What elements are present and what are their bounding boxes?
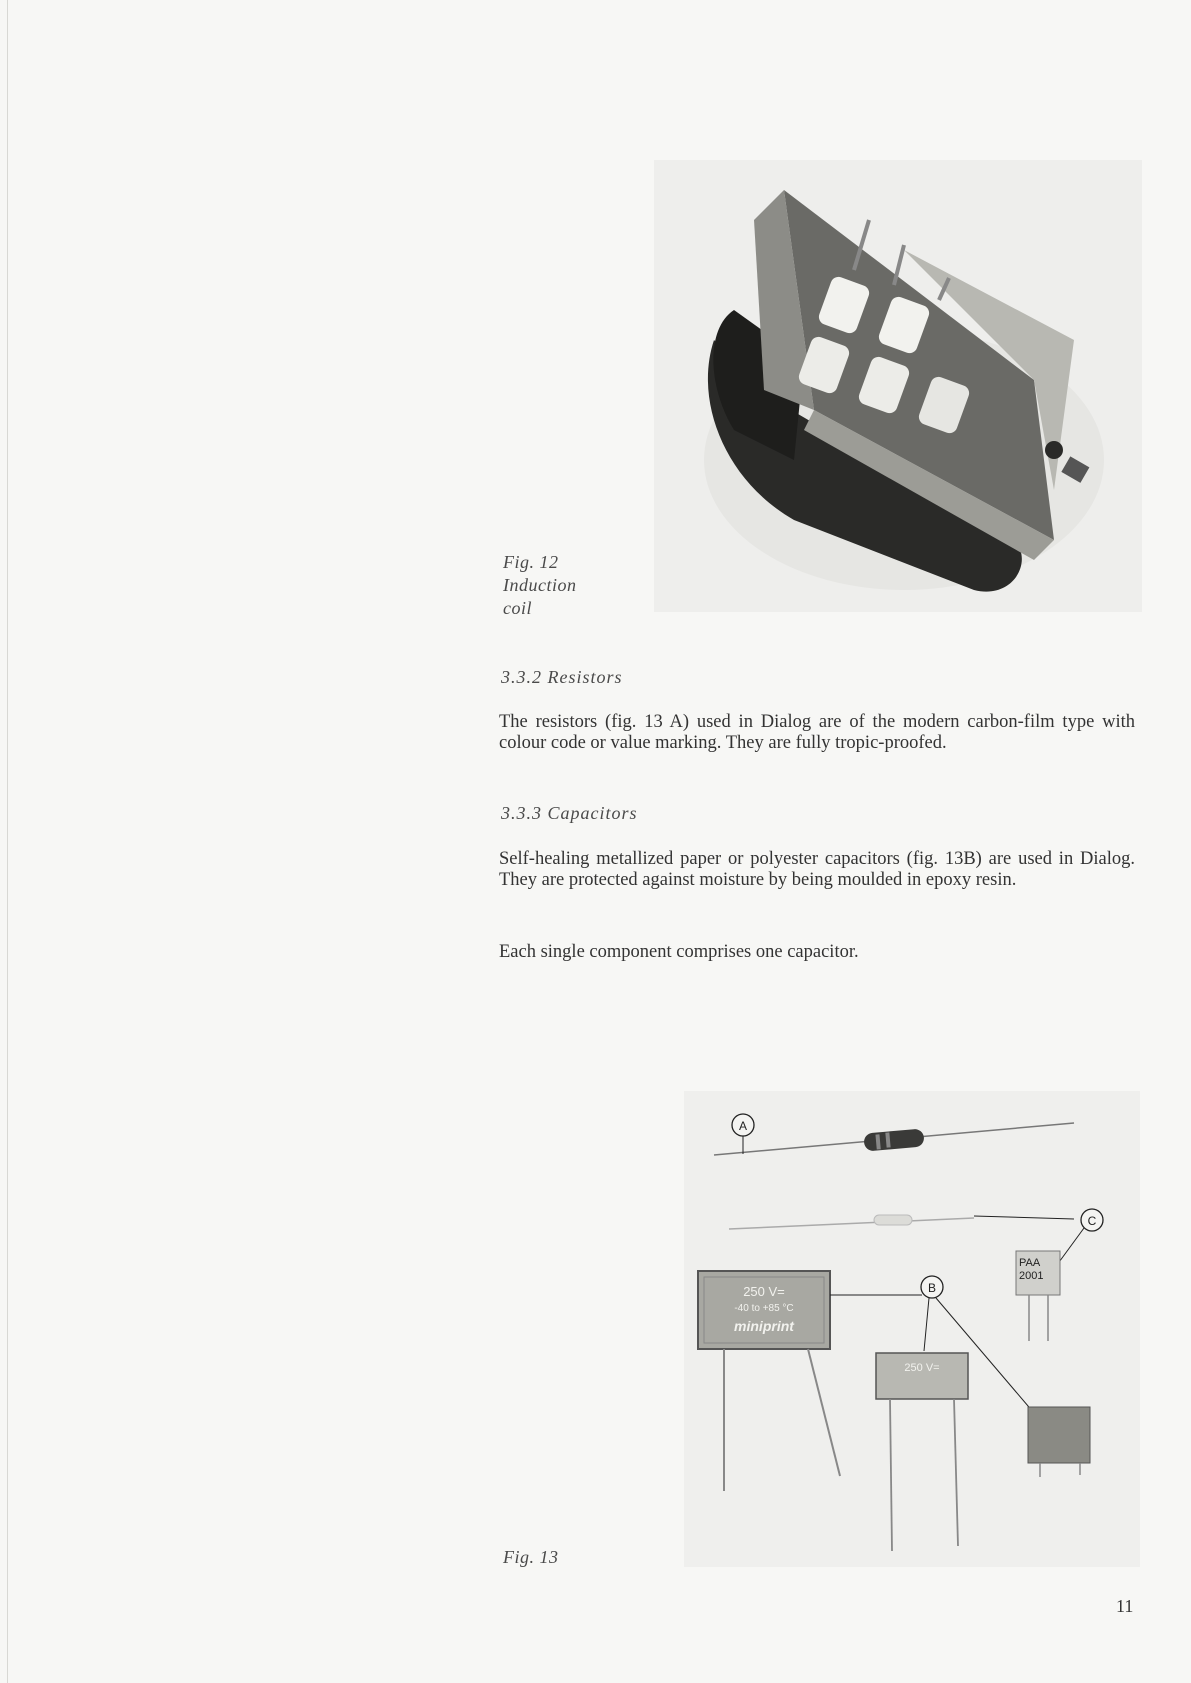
capacitors-paragraph-1: Self-healing metallized paper or polyester capacitors (fig. 13B) are used in Dialog. They are protected against moisture by being moulded in epoxy resin. <box>499 849 1135 890</box>
figure-12-number: Fig. 12 <box>503 552 559 572</box>
induction-coil-photo <box>654 160 1142 612</box>
small-cap-label-2: 2001 <box>1019 1270 1044 1282</box>
large-cap-voltage: 250 V= <box>743 1284 785 1299</box>
page-number: 11 <box>1116 1596 1134 1616</box>
medium-cap-voltage: 250 V= <box>904 1362 940 1374</box>
page-edge-line <box>7 0 8 1683</box>
capacitors-heading: 3.3.3 Capacitors <box>501 803 638 823</box>
resistors-heading: 3.3.2 Resistors <box>501 667 623 687</box>
figure-12-title-line1: Induction <box>503 575 577 595</box>
label-c: C <box>1087 1214 1097 1228</box>
figure-12-title-line2: coil <box>503 598 532 618</box>
label-b: B <box>927 1281 937 1295</box>
large-cap-temp: -40 to +85 °C <box>734 1303 794 1314</box>
figure-12-caption <box>503 551 577 620</box>
label-a: A <box>738 1119 748 1133</box>
components-illustration <box>684 1091 1140 1567</box>
capacitors-paragraph-2: Each single component comprises one capacitor. <box>499 942 859 962</box>
figure-13-caption: Fig. 13 <box>503 1547 559 1567</box>
components-photo <box>684 1091 1140 1567</box>
small-cap-label-1: PAA <box>1019 1257 1041 1269</box>
resistors-paragraph: The resistors (fig. 13 A) used in Dialog are of the modern carbon-film type with colour code or value marking. They are fully tropic-proofed. <box>499 712 1135 753</box>
large-cap-brand: miniprint <box>734 1318 794 1334</box>
induction-coil-illustration <box>654 160 1142 612</box>
